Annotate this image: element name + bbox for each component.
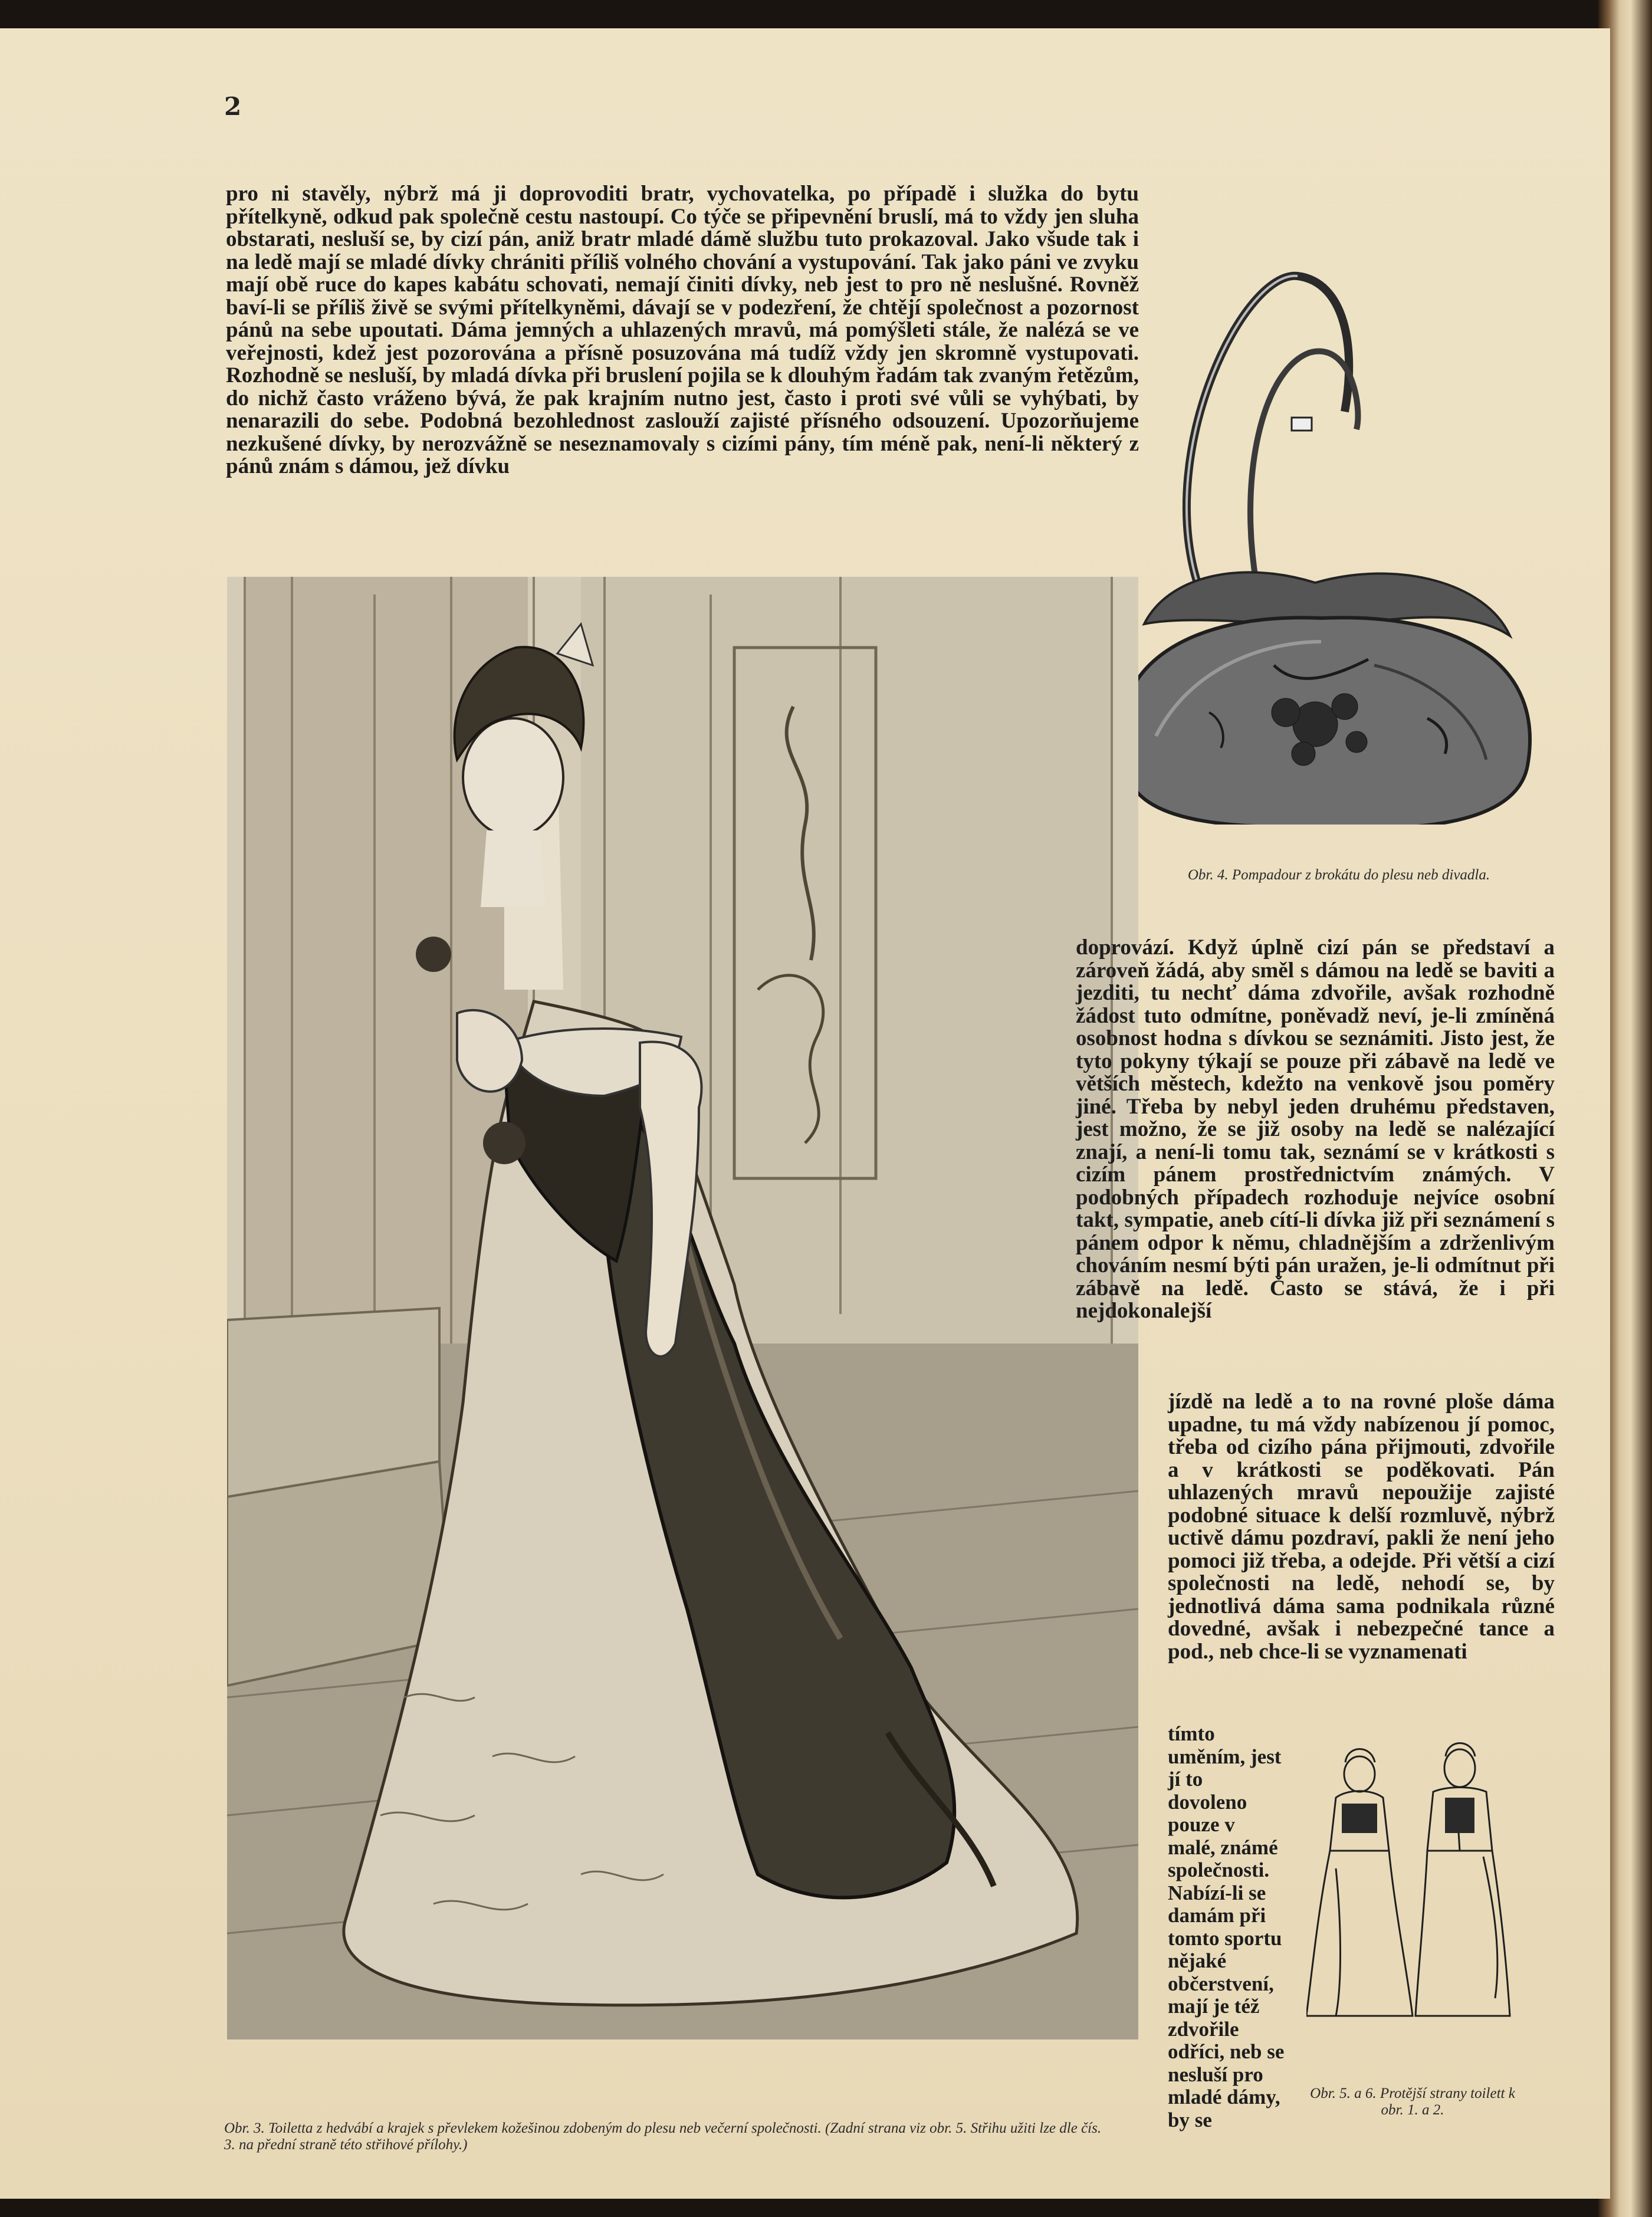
pompadour-bag-illustration bbox=[1121, 252, 1545, 825]
paragraph-narrow: jízdě na ledě a to na rovné ploše dáma upadne, tu má vždy nabízenou jí pomoc, třeba od cizího pána přijmouti, zdvořile a v krátkosti se poděkovati. Pán uhlazených mravů nepoužije zajisté podobné situace k delší rozmluvě, nýbrž uctivě dámu pozdraví, pakli že není jeho pomoci již třeba, a odejde. Při větší a cizí společnosti na ledě, nehodí se, by jednotlivá dáma sama podnikala různé dovedné, avšak i nebezpečné tance a pod., neb chce-li se vyznamenati bbox=[1168, 1390, 1555, 1664]
paragraph-right: doprovází. Když úplně cizí pán se představí a zároveň žádá, aby směl s dámou na ledě se baviti a jezditi, tu nechť dáma zdvořile, avšak rozhodně žádost tuto odmítne, poněvadž neví, je-li zmíněná osobnost hodna s dívkou se seznámiti. Jisto jest, že tyto pokyny týkají se pouze při zábavě na ledě ve větších městech, kdežto na venkově jsou poměry jiné. Třeba by nebyl jeden druhému představen, jest možno, že se již osoby na ledě se nalézající znají, a není-li tomu tak, seznámí se v krátkosti s cizím pánem prostřednictvím známých. V podobných případech rozhoduje nejvíce osobní takt, sympatie, aneb cítí-li dívka již při seznámení s pánem odpor k němu, chladnějším a zdrženlivým chováním nesmí býti pán uražen, je-li odmítnut při zábavě na ledě. Často se stává, že i při nejdokonalejší bbox=[1076, 935, 1555, 1323]
article-text-narrow bbox=[1168, 1391, 1555, 1663]
toilette-back-views-illustration bbox=[1306, 1733, 1519, 2039]
caption-figure-5-6: Obr. 5. a 6. Protější strany toilett k obr. 1. a 2. bbox=[1310, 2085, 1515, 2118]
paragraph-top: pro ni stavěly, nýbrž má ji doprovoditi bratr, vychovatelka, po případě i služka do bytu přítelkyně, odkud pak společně cestu nastoupí. Co týče se připevnění bruslí, má to vždy jen sluha obstarati, nesluší se, by cizí pán, aniž bratr mladé dámě službu tuto prokazoval. Jako všude tak i na ledě mají se mladé dívky chrániti příliš volného chování a vystupování. Tak jako páni ve zvyku mají obě ruce do kapes kabátu schovati, nemají činiti dívky, neb jest to pro ně neslušné. Rovněž baví-li se příliš živě se svými přítelkyněmi, dávají se v podezření, že chtějí společnost a pozornost pánů na sebe upoutati. Dáma jemných a uhlazených mravů, má pomýšleti stále, že nalézá se ve veřejnosti, kdež jest pozorována a přísně posuzována má tudíž vždy jen skromně vystupovati. Rozhodně se nesluší, by mladá dívka při bruslení pojila se k dlouhým řadám tak zvaným řetězům, do nichž často vráženo bývá, že pak krajním nutno jest, často i proti své vůli se vyhýbati, by nenarazili do sebe. Podobná bezohlednost zaslouží zajisté přísného odsouzení. Upozorňujeme nezkušené dívky, by nerozvážně se neseznamovaly s cizími pány, tím méně pak, není-li některý z pánů znám s dámou, jež dívku bbox=[226, 182, 1139, 478]
page-number: 2 bbox=[224, 92, 242, 121]
article-text-column bbox=[1168, 1723, 1286, 2131]
article-text-right bbox=[1076, 937, 1555, 1323]
paragraph-column: tímto uměním, jest jí to dovoleno pouze v malé, známé společnosti. Nabízí-li se damám při tomto sportu nějaké občerstvení, mají je též zdvořile odříci, neb se nesluší pro mladé dámy, by se bbox=[1168, 1722, 1285, 2131]
magazine-page bbox=[0, 28, 1610, 2199]
caption-figure-3: Obr. 3. Toiletta z hedvábí a krajek s převlekem kožešinou zdobeným do plesu neb večerní společnosti. (Zadní strana viz obr. 5. Střihu užiti lze dle čís. 3. na přední straně této střihové přílohy.) bbox=[224, 2120, 1102, 2153]
article-text-top bbox=[226, 183, 1139, 478]
caption-figure-4: Obr. 4. Pompadour z brokátu do plesu neb divadla. bbox=[1187, 867, 1490, 883]
evening-gown-illustration bbox=[227, 577, 1138, 2039]
